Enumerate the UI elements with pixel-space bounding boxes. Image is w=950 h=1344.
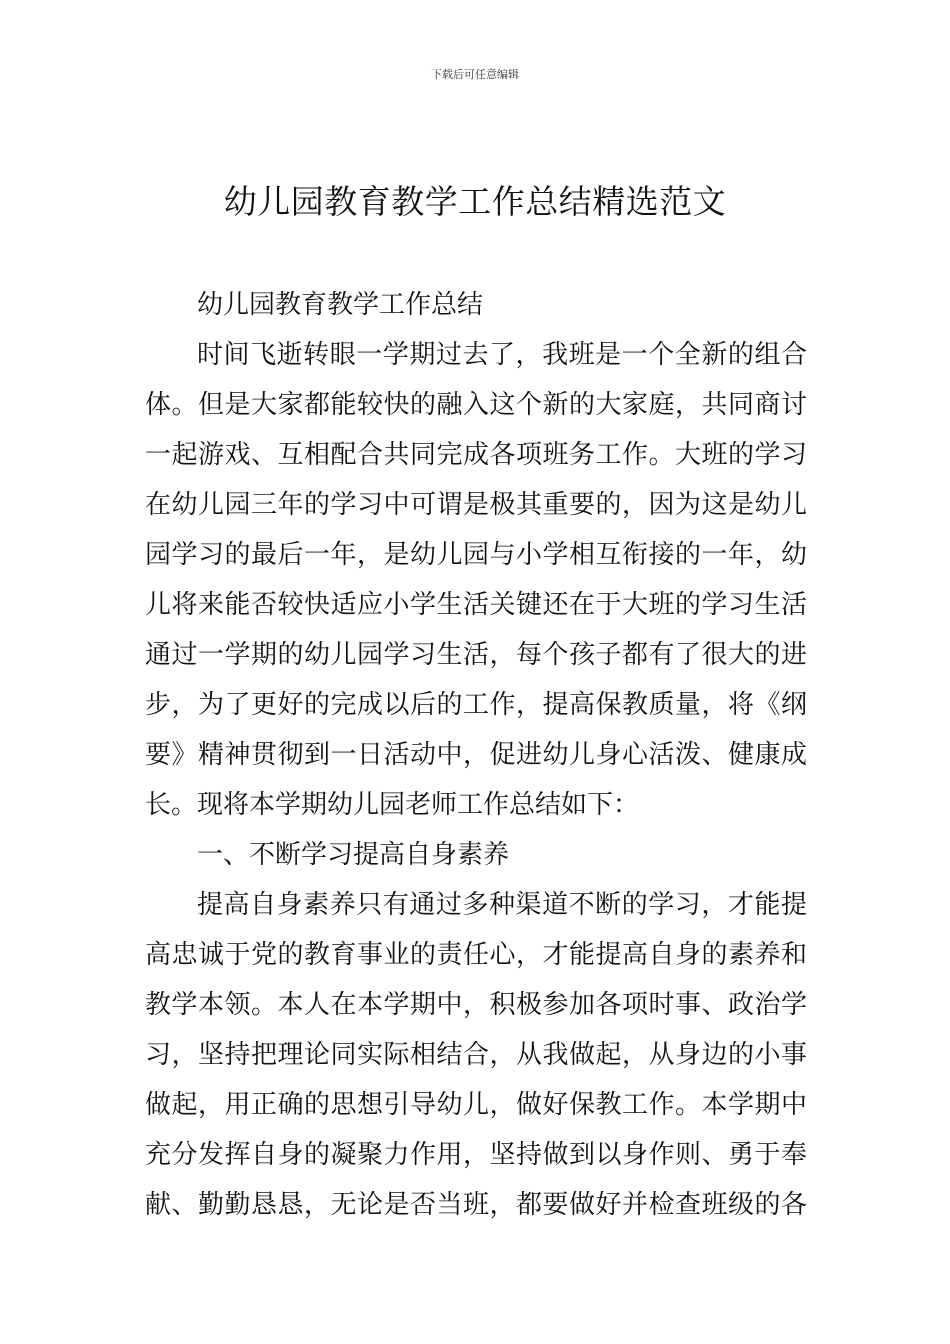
text-line: 提高自身素养只有通过多种渠道不断的学习，才能提 — [197, 890, 807, 920]
document-title: 幼儿园教育教学工作总结精选范文 — [223, 182, 727, 221]
text-line: 充分发挥自身的凝聚力作用，坚持做到以身作则、勇于奉 — [145, 1140, 807, 1170]
text-line: 献、勤勤恳恳，无论是否当班，都要做好并检查班级的各 — [145, 1190, 807, 1220]
text-line: 高忠诚于党的教育事业的责任心，才能提高自身的素养和 — [145, 940, 807, 970]
text-line: 做起，用正确的思想引导幼儿，做好保教工作。本学期中 — [145, 1090, 807, 1120]
text-line: 习，坚持把理论同实际相结合，从我做起，从身边的小事 — [145, 1040, 807, 1070]
text-line: 长。现将本学期幼儿园老师工作总结如下： — [145, 790, 640, 820]
text-line: 一起游戏、互相配合共同完成各项班务工作。大班的学习 — [145, 440, 807, 470]
header-note: 下载后可任意编辑 — [431, 68, 519, 81]
text-line: 幼儿园教育教学工作总结 — [197, 290, 484, 320]
document-body — [145, 280, 807, 1230]
text-line: 要》精神贯彻到一日活动中，促进幼儿身心活泼、健康成 — [145, 740, 807, 770]
text-line: 时间飞逝转眼一学期过去了，我班是一个全新的组合 — [197, 340, 807, 370]
text-line: 儿将来能否较快适应小学生活关键还在于大班的学习生活 — [145, 590, 807, 620]
text-line: 在幼儿园三年的学习中可谓是极其重要的，因为这是幼儿 — [145, 490, 807, 520]
text-line: 步，为了更好的完成以后的工作，提高保教质量，将《纲 — [145, 690, 807, 720]
text-line: 体。但是大家都能较快的融入这个新的大家庭，共同商讨 — [145, 390, 807, 420]
text-line: 园学习的最后一年，是幼儿园与小学相互衔接的一年，幼 — [145, 540, 807, 570]
text-line: 一、不断学习提高自身素养 — [197, 840, 510, 870]
text-line: 教学本领。本人在本学期中，积极参加各项时事、政治学 — [145, 990, 807, 1020]
text-line: 通过一学期的幼儿园学习生活，每个孩子都有了很大的进 — [145, 640, 807, 670]
